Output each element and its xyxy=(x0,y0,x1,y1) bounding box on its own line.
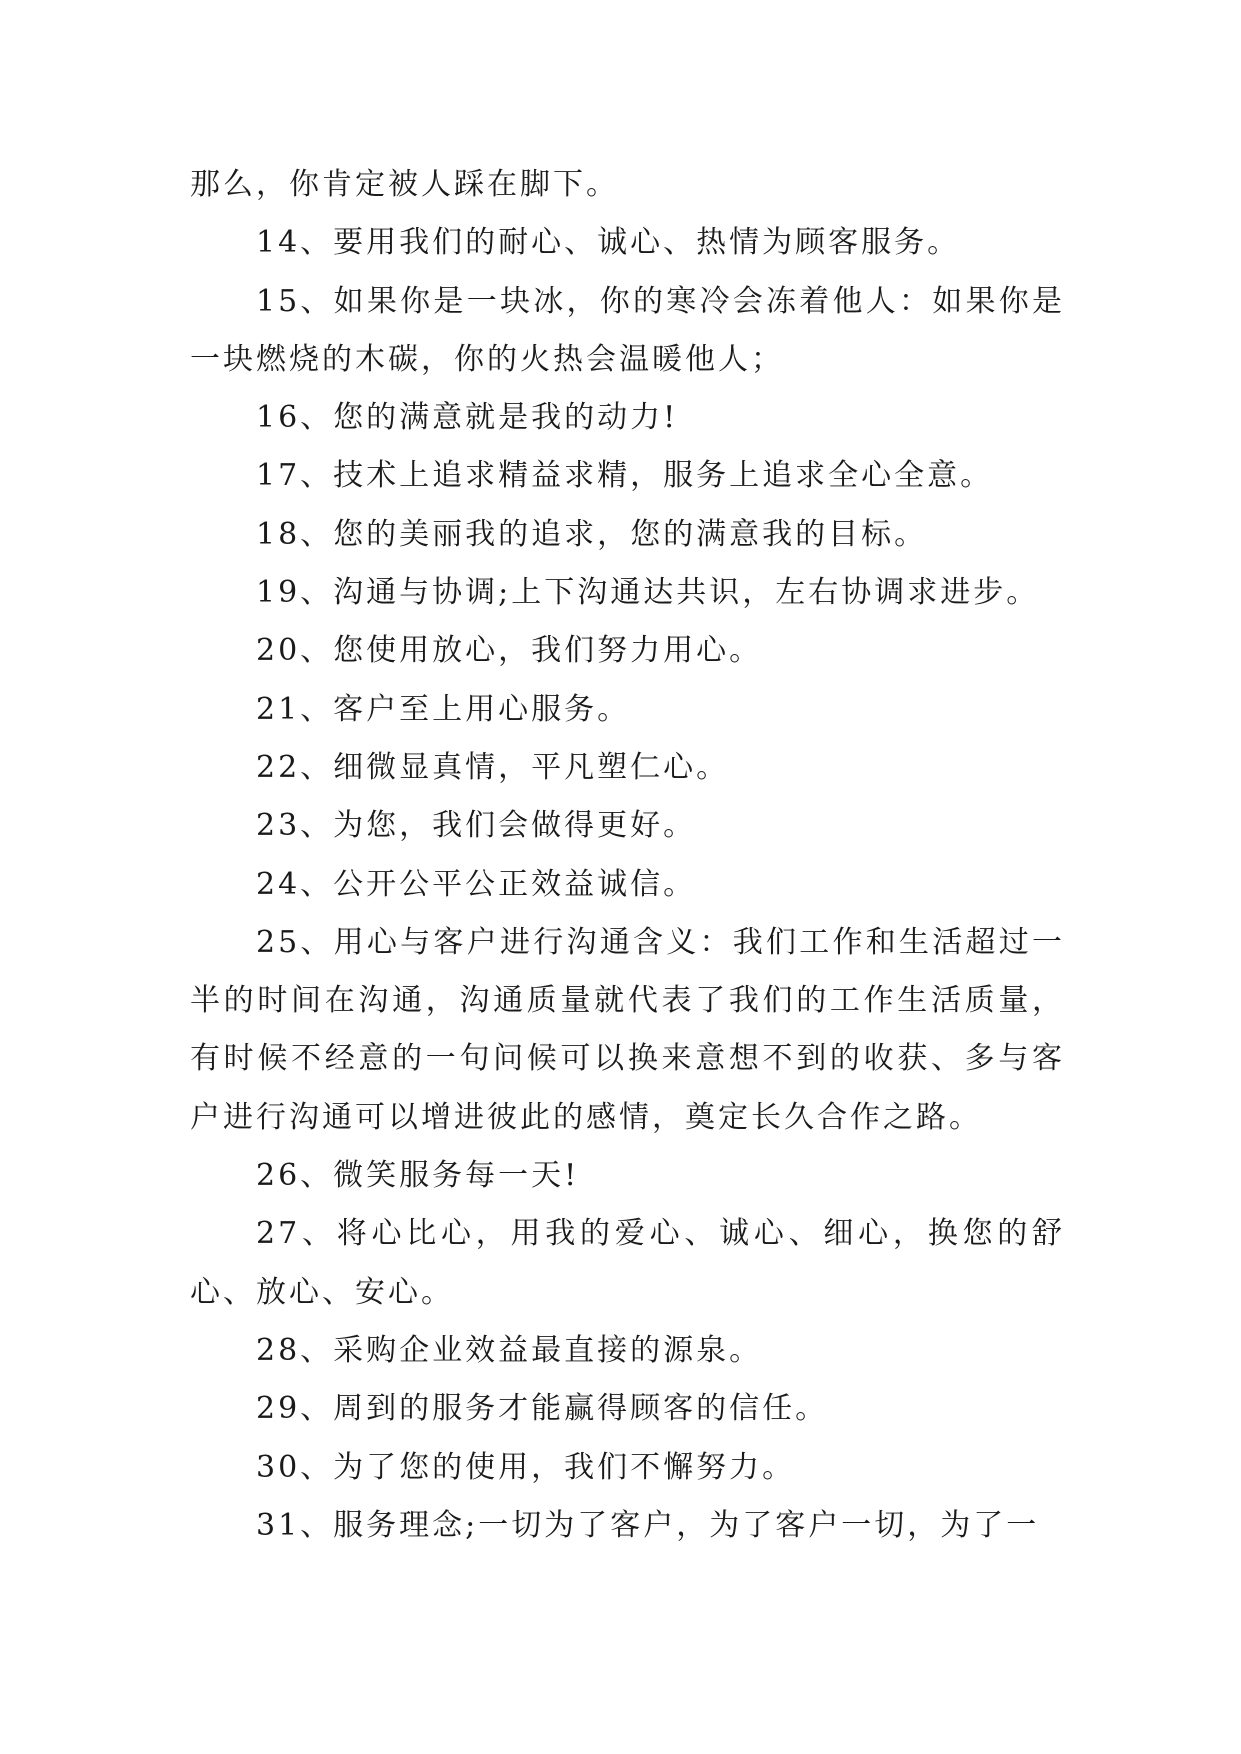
paragraph-30: 30、为了您的使用，我们不懈努力。 xyxy=(256,1449,796,1485)
paragraph-16: 16、您的满意就是我的动力! xyxy=(256,400,679,436)
paragraph-23: 23、为您，我们会做得更好。 xyxy=(256,808,697,844)
paragraph-19: 19、沟通与协调;上下沟通达共识，左右协调求进步。 xyxy=(256,575,1040,611)
paragraph-22: 22、细微显真情，平凡塑仁心。 xyxy=(256,749,730,785)
paragraph-24: 24、公开公平公正效益诚信。 xyxy=(256,866,697,902)
paragraph-26: 26、微笑服务每一天! xyxy=(256,1158,580,1194)
paragraph-14: 14、要用我们的耐心、诚心、热情为顾客服务。 xyxy=(256,225,961,261)
paragraph-31: 31、服务理念;一切为了客户，为了客户一切，为了一 xyxy=(256,1507,1040,1543)
paragraph-25: 25、用心与客户进行沟通含义：我们工作和生活超过一半的时间在沟通，沟通质量就代表了我们的工作生活质量，有时候不经意的一句问候可以换来意想不到的收获、多与客户进行沟通可以增进彼此的感情，奠定长久合作之路。 xyxy=(190,924,1065,1135)
paragraph-28: 28、采购企业效益最直接的源泉。 xyxy=(256,1332,763,1368)
paragraph-15: 15、如果你是一块冰，你的寒冷会冻着他人：如果你是一块燃烧的木碳，你的火热会温暖他人； xyxy=(190,283,1065,377)
document-body xyxy=(190,156,1065,1555)
paragraph-29: 29、周到的服务才能赢得顾客的信任。 xyxy=(256,1391,829,1427)
paragraph-21: 21、客户至上用心服务。 xyxy=(256,691,631,727)
paragraph-17: 17、技术上追求精益求精，服务上追求全心全意。 xyxy=(256,458,994,494)
paragraph-20: 20、您使用放心，我们努力用心。 xyxy=(256,633,763,669)
paragraph-27: 27、将心比心，用我的爱心、诚心、细心，换您的舒心、放心、安心。 xyxy=(190,1216,1065,1310)
paragraph-18: 18、您的美丽我的追求，您的满意我的目标。 xyxy=(256,516,928,552)
paragraph-continuation: 那么，你肯定被人踩在脚下。 xyxy=(190,167,619,202)
